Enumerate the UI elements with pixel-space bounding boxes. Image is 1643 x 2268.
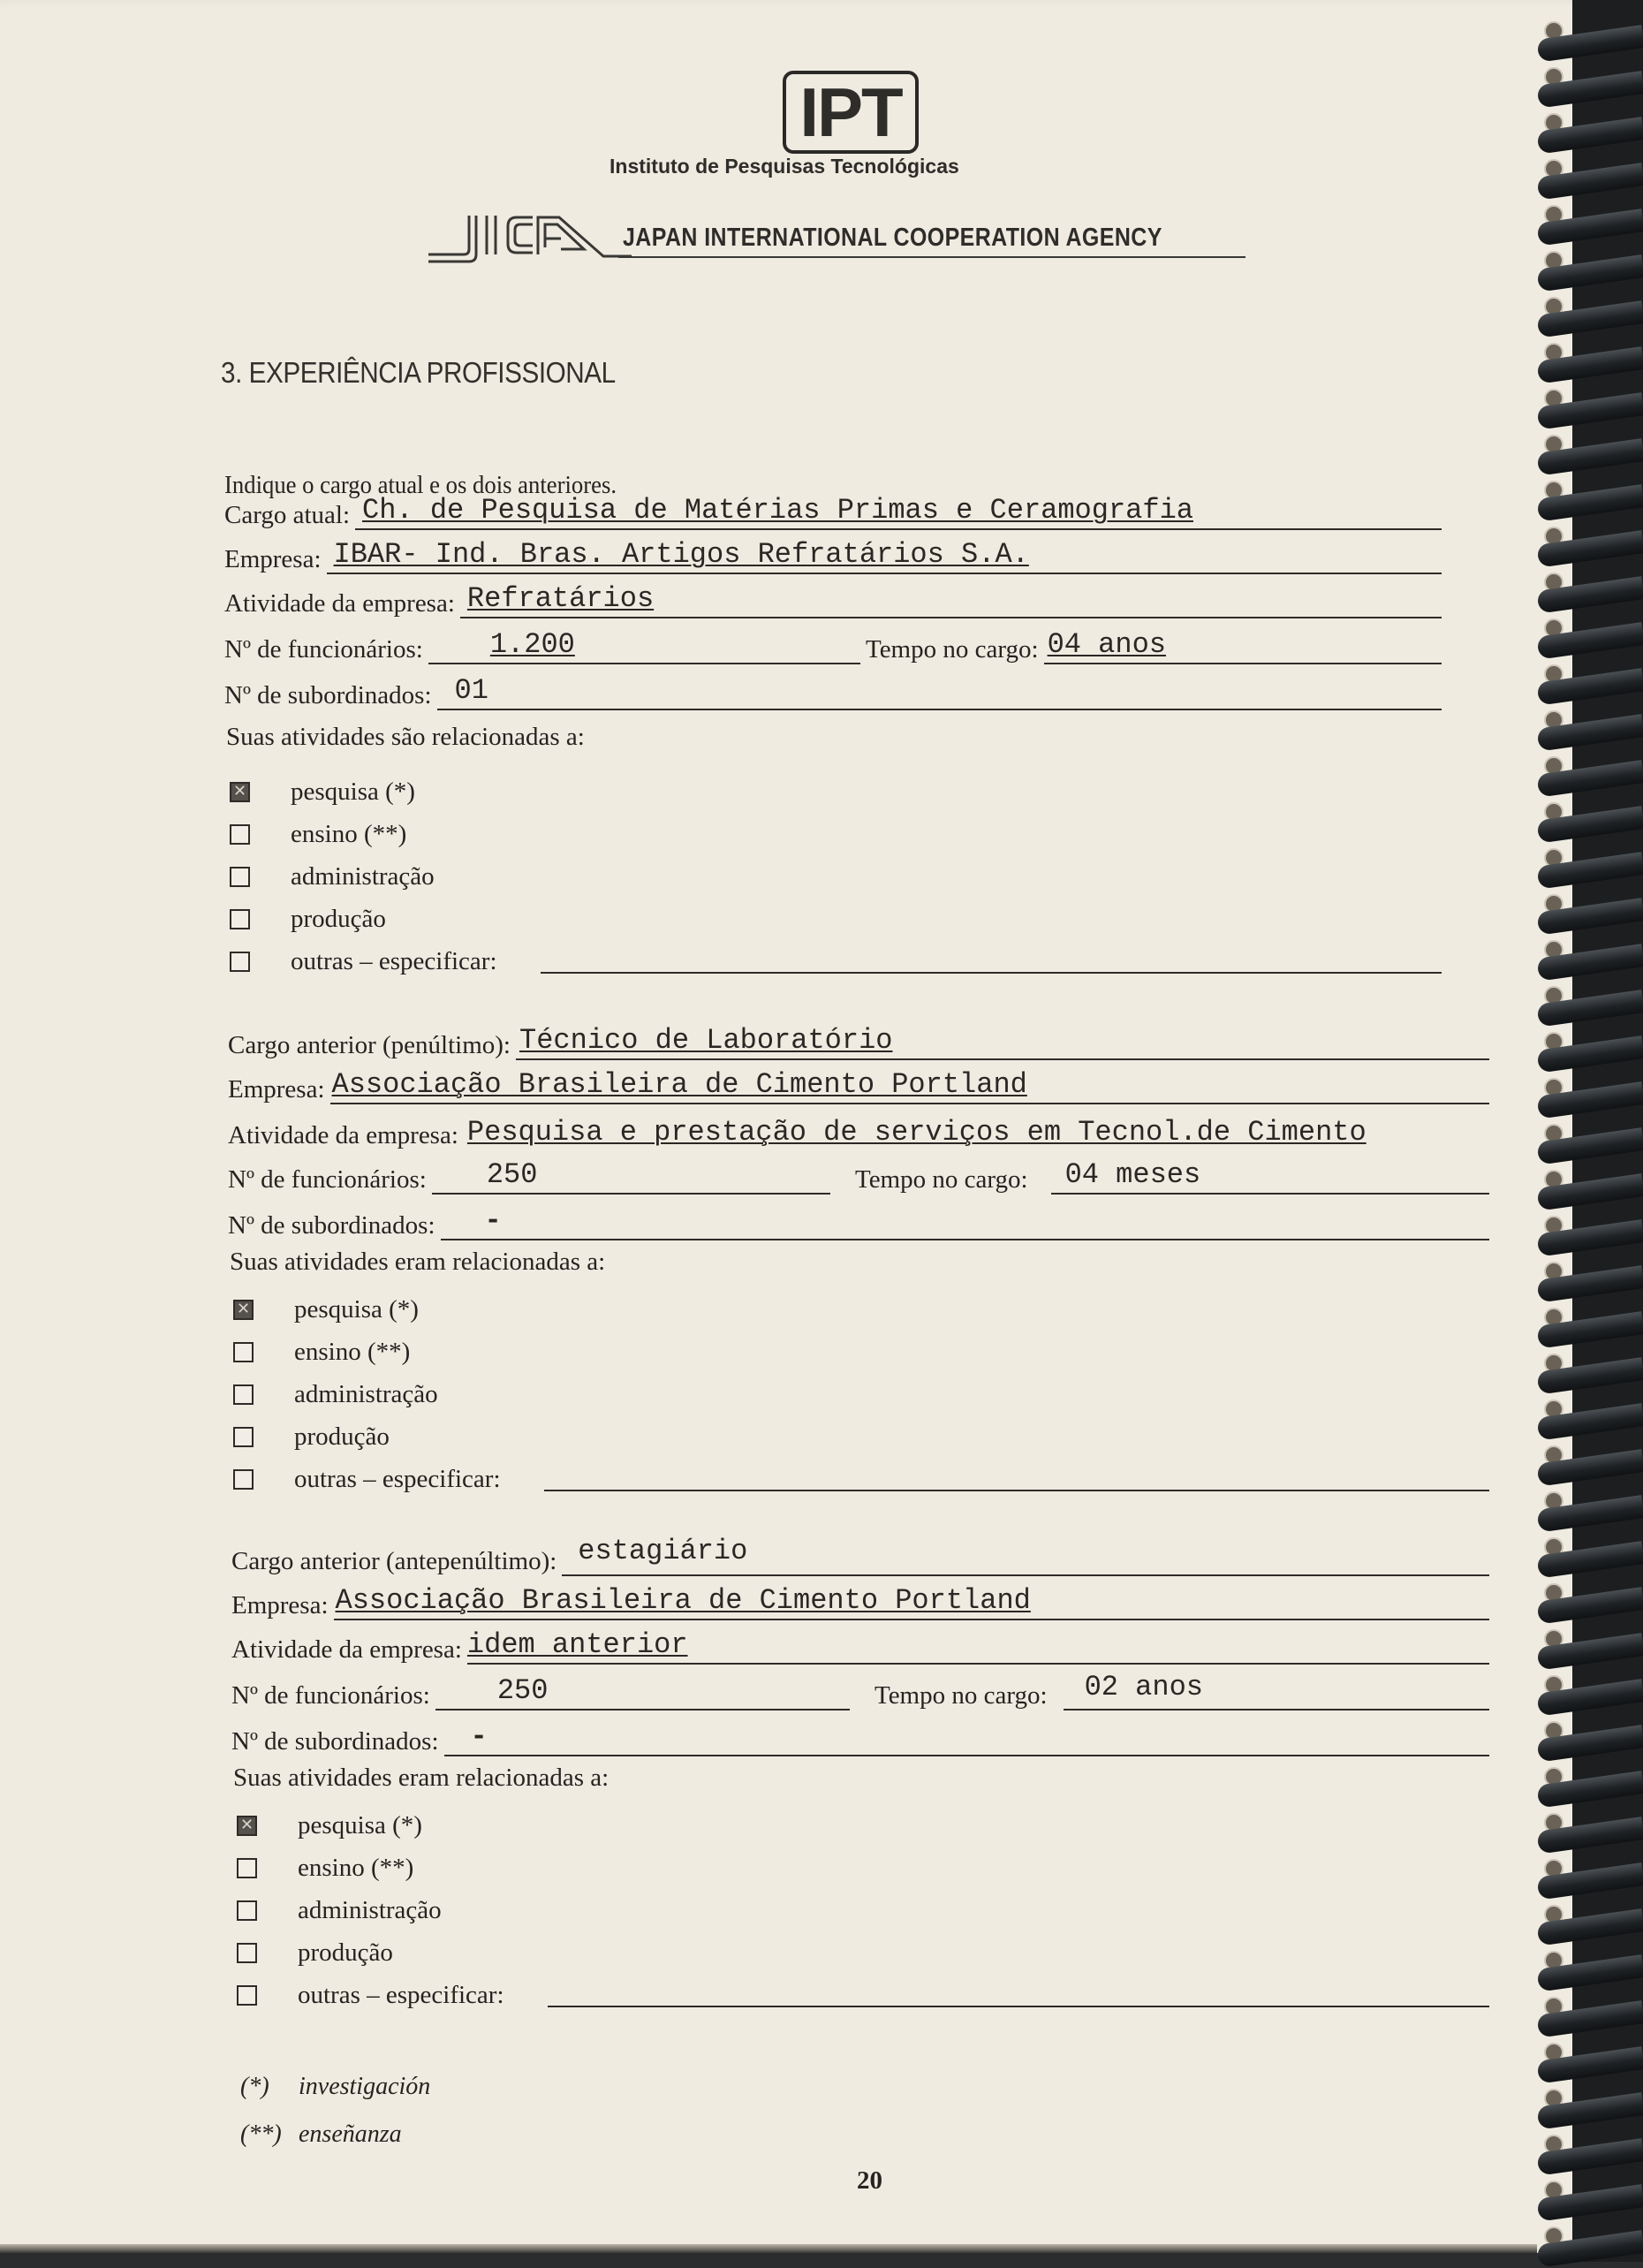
activity-label: pesquisa (*) [294,1294,419,1324]
earlier-cargo-value: estagiário [578,1535,748,1567]
current-funcionarios-field[interactable] [428,627,860,664]
previous-cargo-value: Técnico de Laboratório [519,1024,893,1057]
earlier-atividade-field[interactable] [467,1627,1489,1665]
activity-label: ensino (**) [291,819,407,848]
current-activity-pesquisa[interactable] [230,774,415,809]
checkbox-unchecked[interactable] [230,909,250,929]
current-activity-outras[interactable] [230,944,497,979]
checkbox-unchecked[interactable] [237,1858,257,1878]
earlier-cargo-label: Cargo anterior (antepenúltimo): [231,1547,557,1575]
current-cargo-label: Cargo atual: [224,501,351,529]
current-activity-ensino[interactable] [230,816,406,852]
previous-tempo-label: Tempo no cargo: [855,1165,1028,1194]
page-number: 20 [857,2166,882,2195]
previous-tempo-value: 04 meses [1064,1158,1201,1191]
earlier-atividade-label: Atividade da empresa: [231,1635,462,1664]
earlier-empresa-field[interactable] [334,1583,1489,1620]
activity-label: administração [298,1895,442,1924]
current-subordinados-label: Nº de subordinados: [224,681,432,709]
activity-label: outras – especificar: [298,1980,504,2009]
previous-empresa-label: Empresa: [228,1075,325,1104]
activity-label: administração [294,1379,438,1408]
previous-funcionarios-field[interactable] [432,1157,830,1195]
current-activity-producao[interactable] [230,901,386,937]
current-empresa-label: Empresa: [224,545,322,573]
ipt-logo [783,71,919,154]
current-activities-label: Suas atividades são relacionadas a: [226,723,585,751]
earlier-activity-outras[interactable] [237,1977,504,2013]
checkbox-unchecked[interactable] [233,1342,254,1362]
earlier-activity-ensino[interactable] [237,1850,413,1885]
earlier-funcionarios-field[interactable] [435,1673,850,1710]
earlier-activities-label: Suas atividades eram relacionadas a: [233,1764,610,1792]
earlier-atividade-value: idem anterior [466,1628,688,1661]
current-atividade-field[interactable] [460,581,1442,618]
earlier-subordinados-label: Nº de subordinados: [231,1727,439,1756]
current-empresa-field[interactable] [327,537,1442,574]
section-title: 3. EXPERIÊNCIA PROFISSIONAL [221,356,616,389]
activity-label: administração [291,861,435,891]
activity-label: produção [291,904,386,933]
previous-atividade-label: Atividade da empresa: [228,1121,458,1149]
current-activity-administracao[interactable] [230,859,435,894]
current-tempo-label: Tempo no cargo: [866,635,1039,664]
previous-empresa-value: Associação Brasileira de Cimento Portland [331,1068,1027,1101]
previous-tempo-field[interactable] [1051,1157,1489,1195]
earlier-empresa-label: Empresa: [231,1591,329,1619]
current-funcionarios-row [224,629,860,664]
current-funcionarios-value: 1.200 [489,628,575,661]
checkbox-unchecked[interactable] [237,1985,257,2006]
checkbox-unchecked[interactable] [233,1427,254,1447]
current-empresa-value: IBAR- Ind. Bras. Artigos Refratários S.A. [333,538,1029,571]
earlier-atividade-row [231,1629,1489,1665]
earlier-subordinados-value: - [470,1720,488,1753]
earlier-subordinados-row [231,1721,1489,1756]
section-instruction: Indique o cargo atual e os dois anteriores. [224,471,617,499]
current-tempo-value: 04 anos [1047,628,1166,661]
current-cargo-field[interactable] [355,493,1442,530]
earlier-activity-producao[interactable] [237,1935,393,1970]
checkbox-unchecked[interactable] [230,952,250,972]
previous-atividade-value: Pesquisa e prestação de serviços em Tecnol.de Cimento [466,1116,1367,1149]
checkbox-unchecked[interactable] [230,824,250,845]
earlier-cargo-row [231,1535,1489,1576]
earlier-empresa-row [231,1585,1489,1620]
earlier-activity-pesquisa[interactable] [237,1808,422,1843]
checkbox-unchecked[interactable] [237,1943,257,1963]
earlier-tempo-row [874,1671,1489,1710]
page-bottom-edge [0,2244,1537,2253]
current-funcionarios-label: Nº de funcionários: [224,635,423,664]
activity-label: produção [294,1422,390,1451]
current-atividade-row [224,583,1442,618]
ipt-institute-name: Instituto de Pesquisas Tecnológicas [610,155,959,178]
current-subordinados-value: 01 [454,674,488,707]
earlier-tempo-value: 02 anos [1084,1671,1203,1703]
jica-agency-name: JAPAN INTERNATIONAL COOPERATION AGENCY [623,224,1162,252]
previous-empresa-field[interactable] [330,1067,1489,1104]
previous-subordinados-field[interactable] [441,1203,1489,1240]
ipt-logo-text: IPT [799,72,902,151]
previous-activity-administracao[interactable] [233,1377,438,1412]
earlier-funcionarios-value: 250 [496,1674,549,1707]
earlier-outras-field[interactable] [548,2006,1489,2007]
current-atividade-value: Refratários [466,582,655,615]
activity-label: pesquisa (*) [298,1810,422,1839]
earlier-empresa-value: Associação Brasileira de Cimento Portland [335,1584,1031,1617]
current-subordinados-field[interactable] [437,673,1442,710]
checkbox-unchecked[interactable] [233,1469,254,1490]
current-atividade-label: Atividade da empresa: [224,589,455,618]
current-subordinados-row [224,675,1442,710]
earlier-funcionarios-row [231,1675,850,1710]
checkbox-unchecked[interactable] [237,1900,257,1921]
previous-atividade-row [228,1115,1489,1150]
checkbox-checked[interactable]: ✕ [237,1816,257,1836]
previous-subordinados-row [228,1205,1489,1240]
current-cargo-value: Ch. de Pesquisa de Matérias Primas e Ceramografia [362,494,1193,527]
activity-label: outras – especificar: [294,1464,501,1493]
earlier-activity-administracao[interactable] [237,1893,442,1928]
previous-activity-ensino[interactable] [233,1334,410,1369]
earlier-cargo-field[interactable] [562,1535,1489,1576]
previous-outras-field[interactable] [544,1490,1489,1491]
previous-funcionarios-value: 250 [486,1158,538,1191]
activity-label: produção [298,1938,393,1967]
activity-label: outras – especificar: [291,946,497,975]
previous-activity-pesquisa[interactable] [233,1292,419,1327]
footnote-ensenanza [240,2120,402,2149]
checkbox-unchecked[interactable] [230,867,250,887]
previous-activities-label: Suas atividades eram relacionadas a: [230,1248,606,1276]
previous-cargo-label: Cargo anterior (penúltimo): [228,1031,511,1059]
previous-cargo-row [228,1025,1489,1060]
activity-label: pesquisa (*) [291,777,415,806]
current-tempo-field[interactable] [1044,627,1442,664]
checkbox-unchecked[interactable] [233,1384,254,1405]
activity-label: ensino (**) [294,1337,411,1366]
earlier-tempo-field[interactable] [1064,1673,1489,1710]
previous-activity-outras[interactable] [233,1461,501,1497]
activity-label: ensino (**) [298,1853,414,1882]
previous-atividade-field[interactable] [464,1115,1489,1150]
current-cargo-row [224,495,1442,530]
previous-cargo-field[interactable] [516,1023,1489,1060]
header-rule [618,256,1246,258]
footnote-text: enseñanza [299,2120,402,2148]
current-empresa-row [224,539,1442,574]
footnote-investigacion [240,2073,430,2101]
current-tempo-row [866,629,1442,664]
current-outras-field[interactable] [541,972,1442,974]
footnote-text: investigación [299,2073,431,2100]
previous-empresa-row [228,1069,1489,1104]
previous-tempo-row [855,1159,1489,1195]
jica-logo-icon [428,212,632,265]
previous-funcionarios-row [228,1159,830,1195]
earlier-tempo-label: Tempo no cargo: [874,1681,1048,1710]
previous-funcionarios-label: Nº de funcionários: [228,1165,427,1194]
previous-subordinados-label: Nº de subordinados: [228,1211,435,1240]
previous-activity-producao[interactable] [233,1419,390,1454]
earlier-funcionarios-label: Nº de funcionários: [231,1681,430,1710]
checkbox-checked[interactable]: ✕ [233,1300,254,1320]
checkbox-checked[interactable]: ✕ [230,782,250,802]
previous-subordinados-value: - [484,1204,502,1237]
earlier-subordinados-field[interactable] [444,1719,1489,1756]
footnote-mark: (*) [240,2073,269,2100]
footnote-mark: (**) [240,2120,282,2148]
